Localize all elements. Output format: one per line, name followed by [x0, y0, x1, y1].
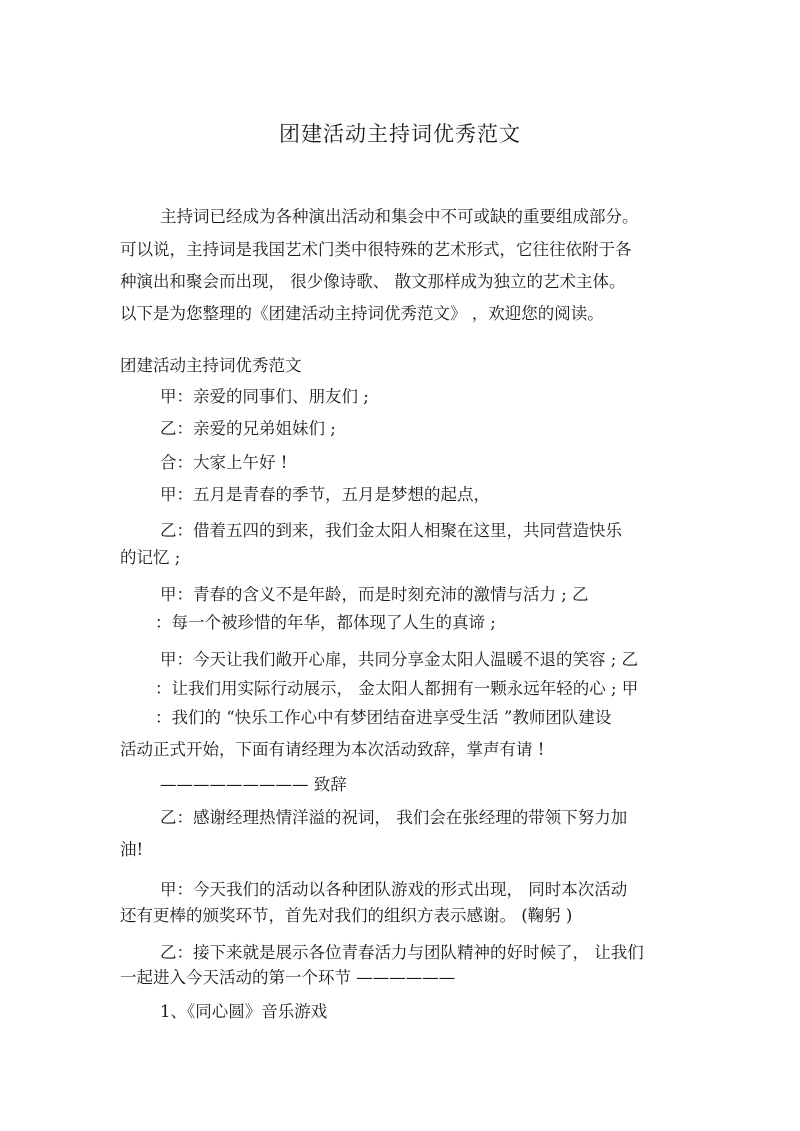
- paragraph-line: 种演出和聚会而出现， 很少像诗歌、 散文那样成为独立的艺术主体。: [120, 272, 626, 291]
- dialogue-line: 甲：今天让我们敞开心扉，共同分享金太阳人温暖不退的笑容 ; 乙: [160, 650, 639, 669]
- dialogue-line: 甲：亲爱的同事们、朋友们 ;: [160, 387, 369, 406]
- dialogue-line: ：我们的 “快乐工作心中有梦团结奋进享受生活 ”教师团队建设: [155, 708, 612, 727]
- list-item: 1、《同心圆》音乐游戏: [160, 1002, 328, 1021]
- dialogue-line: 乙：感谢经理热情洋溢的祝词， 我们会在张经理的带领下努力加: [160, 808, 628, 827]
- dialogue-line: 还有更棒的颁奖环节，首先对我们的组织方表示感谢。 (鞠躬 ): [120, 906, 573, 925]
- document-title: 团建活动主持词优秀范文: [279, 122, 521, 146]
- dialogue-line: ：让我们用实际行动展示， 金太阳人都拥有一颗永远年轻的心 ; 甲: [155, 679, 639, 698]
- dialogue-line: 乙：接下来就是展示各位青春活力与团队精神的好时候了， 让我们: [160, 943, 644, 962]
- dialogue-line: 合：大家上午好 !: [160, 453, 288, 472]
- speech-marker: ————————— 致辞: [160, 775, 347, 794]
- paragraph-line: 以下是为您整理的《团建活动主持词优秀范文》 ，欢迎您的阅读。: [120, 304, 604, 323]
- dialogue-line: 甲：今天我们的活动以各种团队游戏的形式出现， 同时本次活动: [160, 880, 628, 899]
- paragraph-line: 主持词已经成为各种演出活动和集会中不可或缺的重要组成部分。: [160, 207, 639, 226]
- dialogue-line: 的记忆 ;: [120, 548, 181, 567]
- dialogue-line: 乙：借着五四的到来，我们金太阳人相聚在这里，共同营造快乐: [160, 521, 622, 540]
- paragraph-line: 可以说，主持词是我国艺术门类中很特殊的艺术形式，它往往依附于各: [120, 240, 632, 259]
- section-heading: 团建活动主持词优秀范文: [120, 356, 302, 375]
- dialogue-line: 一起进入今天活动的第一个环节 ——————: [120, 968, 456, 987]
- dialogue-line: 甲：五月是青春的季节，五月是梦想的起点，: [160, 485, 490, 504]
- dialogue-line: 活动正式开始，下面有请经理为本次活动致辞，掌声有请 !: [120, 740, 545, 759]
- dialogue-line: 甲：青春的含义不是年龄，而是时刻充沛的激情与活力 ; 乙: [160, 585, 589, 604]
- dialogue-line: 乙：亲爱的兄弟姐妹们 ;: [160, 419, 336, 438]
- dialogue-line: ：每一个被珍惜的年华，都体现了人生的真谛 ;: [155, 613, 496, 632]
- dialogue-line: 油!: [120, 840, 144, 859]
